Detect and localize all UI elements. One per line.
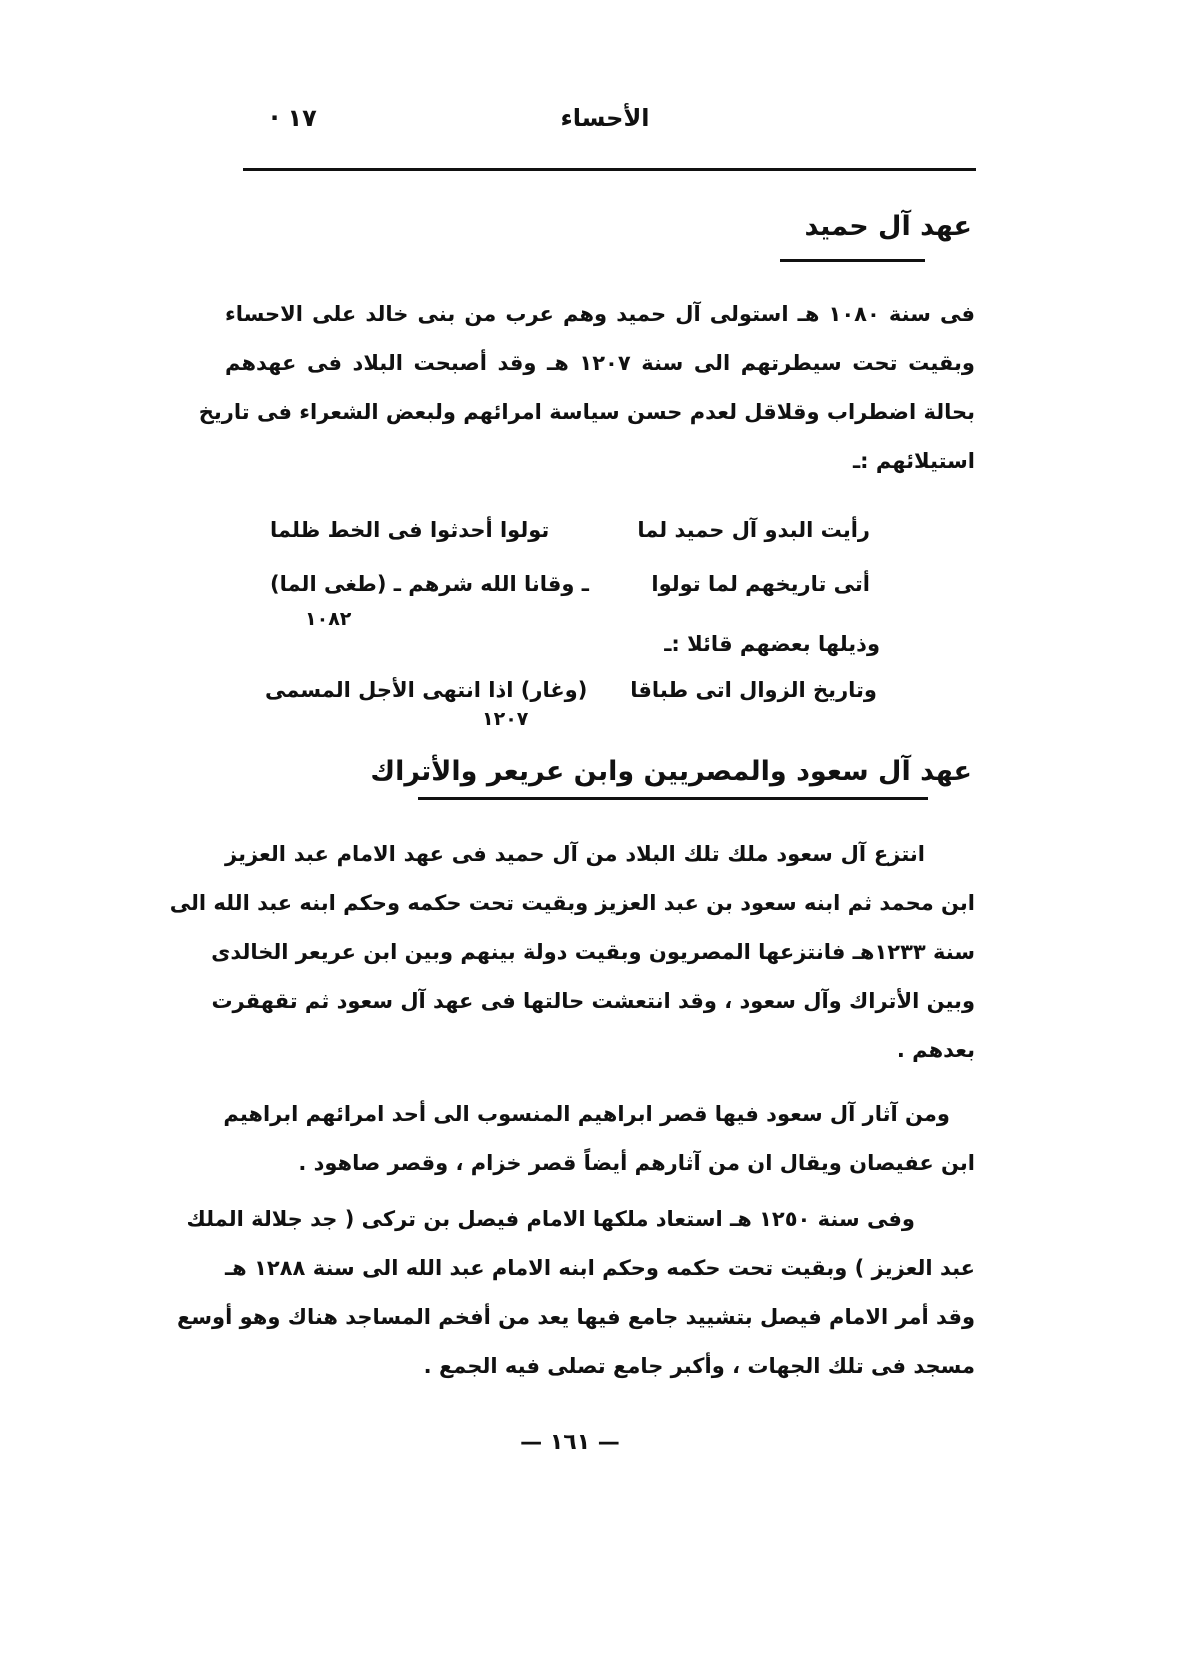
chronogram-year: ١٠٨٢ <box>305 608 352 630</box>
verse-hemistich-first: وتاريخ الزوال اتى طباقا <box>630 678 877 702</box>
text-line: انتزع آل سعود ملك تلك البلاد من آل حميد فى عهد الامام عبد العزيز <box>225 842 925 866</box>
text-line: سنة ١٢٣٣هـ فانتزعها المصريون وبقيت دولة بينهم وبين ابن عريعر الخالدى <box>211 940 975 964</box>
text-line: عبد العزيز ) وبقيت تحت حكمه وحكم ابنه الامام عبد الله الى سنة ١٢٨٨ هـ <box>225 1256 975 1280</box>
verse-hemistich-second: (وغار) اذا انتهى الأجل المسمى <box>265 678 588 702</box>
verse-hemistich-first: أتى تاريخهم لما تولوا <box>651 572 870 596</box>
page-number: — ١٦١ — <box>520 1430 620 1455</box>
paragraph <box>225 1090 975 1188</box>
poem-verse <box>270 562 870 606</box>
text-line: وفى سنة ١٢٥٠ هـ استعاد ملكها الامام فيصل بن تركى ( جد جلالة الملك <box>186 1207 915 1231</box>
verse-hemistich-first: رأيت البدو آل حميد لما <box>637 518 870 542</box>
text-line: فى سنة ١٠٨٠ هـ استولى آل حميد وهم عرب من بنى خالد على الاحساء <box>225 302 975 326</box>
text-line: ومن آثار آل سعود فيها قصر ابراهيم المنسوب الى أحد امرائهم ابراهيم <box>223 1102 950 1126</box>
text-line: بحالة اضطراب وقلاقل لعدم حسن سياسة امرائهم ولبعض الشعراء فى تاريخ <box>198 400 975 424</box>
section-heading-al-humaid: عهد آل حميد <box>804 211 972 242</box>
paragraph <box>177 1195 975 1391</box>
verse-hemistich-second: ـ وقانا الله شرهم ـ (طغى الما) <box>270 572 589 596</box>
text-line: وبين الأتراك وآل سعود ، وقد انتعشت حالتها فى عهد آل سعود ثم تقهقرت <box>211 989 975 1013</box>
running-header <box>240 98 970 148</box>
text-line: وبقيت تحت سيطرتهم الى سنة ١٢٠٧ هـ وقد أصبحت البلاد فى عهدهم <box>225 351 975 375</box>
section-heading-al-saud: عهد آل سعود والمصريين وابن عريعر والأتراك <box>370 756 972 787</box>
paragraph <box>169 830 975 1075</box>
text-line: وقد أمر الامام فيصل بتشييد جامع فيها يعد من أفخم المساجد هناك وهو أوسع <box>177 1305 975 1329</box>
chronogram-year: ١٢٠٧ <box>482 708 529 730</box>
interlude-text: وذيلها بعضهم قائلا :ـ <box>664 632 880 656</box>
section-number: ١٧ · <box>270 104 317 132</box>
poem-verse <box>265 668 877 712</box>
text-line: استيلائهم :ـ <box>852 449 975 473</box>
poem-verse <box>270 508 870 552</box>
header-rule <box>243 168 976 171</box>
paragraph <box>198 290 975 486</box>
text-line: ابن عفيصان ويقال ان من آثارهم أيضاً قصر خزام ، وقصر صاهود . <box>298 1151 975 1175</box>
verse-hemistich-second: تولوا أحدثوا فى الخط ظلما <box>270 518 550 542</box>
section-heading-rule <box>418 797 928 800</box>
text-line: مسجد فى تلك الجهات ، وأكبر جامع تصلى فيه الجمع . <box>423 1354 975 1378</box>
verse-interlude <box>500 622 880 666</box>
section-heading-rule <box>780 259 925 262</box>
text-line: بعدهم . <box>896 1038 975 1062</box>
running-title: الأحساء <box>560 104 650 132</box>
text-line: ابن محمد ثم ابنه سعود بن عبد العزيز وبقيت تحت حكمه وحكم ابنه عبد الله الى <box>169 891 975 915</box>
